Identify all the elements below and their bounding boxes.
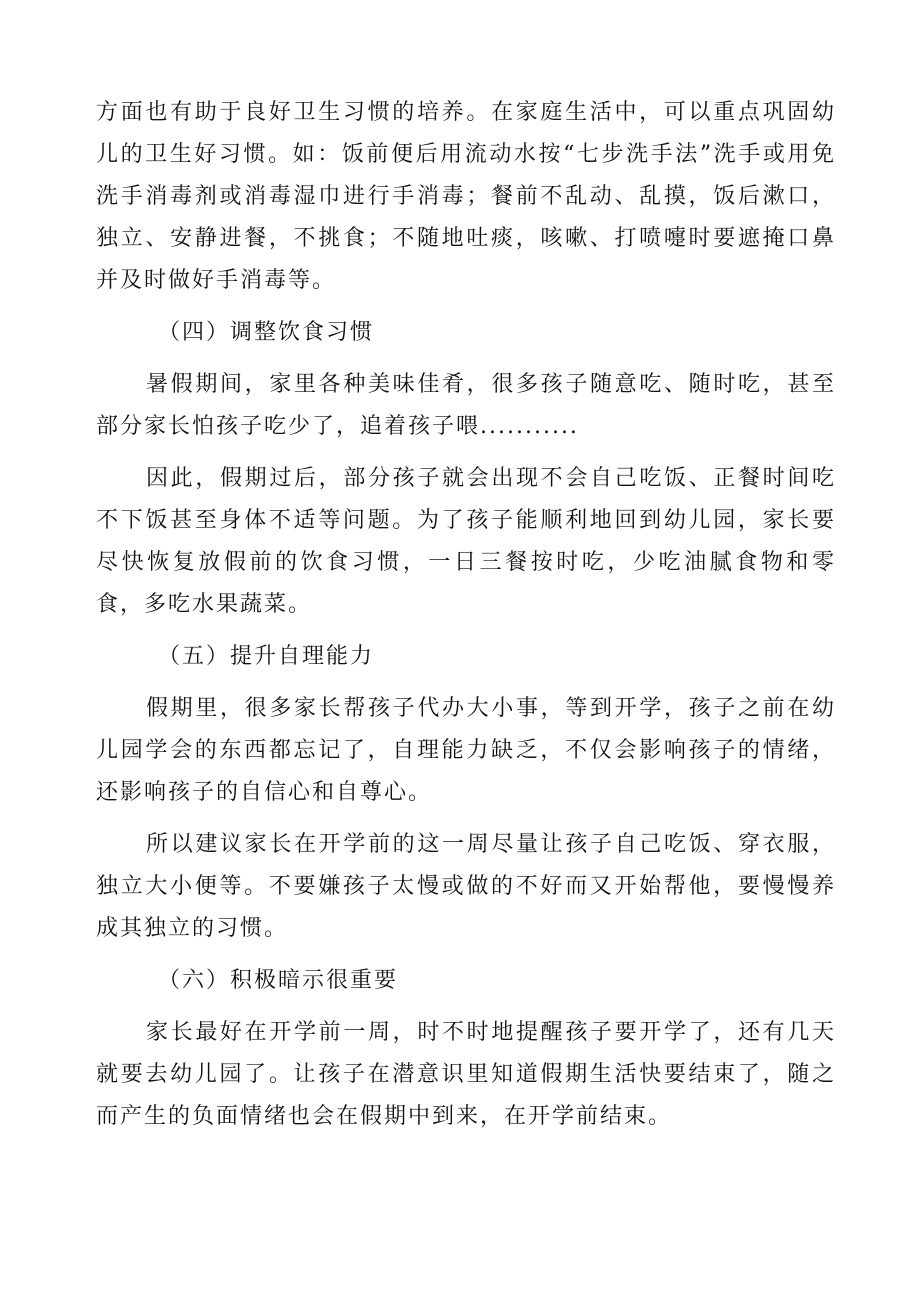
section-heading-self-care: （五）提升自理能力 xyxy=(158,644,375,669)
paragraph-hygiene-habits: 方面也有助于良好卫生习惯的培养。在家庭生活中，可以重点巩固幼儿的卫生好习惯。如：饭前便后用流动水按“七步洗手法”洗手或用免洗手消毒剂或消毒湿巾进行手消毒；餐前不乱动、乱摸，饭后漱口，独立、安静进餐，不挑食；不随地吐痰，咳嗽、打喷嚏时要遮掩口鼻并及时做好手消毒等。 xyxy=(96,100,836,293)
paragraph-self-care-lost: 假期里，很多家长帮孩子代办大小事，等到开学，孩子之前在幼儿园学会的东西都忘记了，自理能力缺乏，不仅会影响孩子的情绪，还影响孩子的自信心和自尊心。 xyxy=(96,696,836,805)
paragraph-restore-diet: 因此，假期过后，部分孩子就会出现不会自己吃饭、正餐时间吃不下饭甚至身体不适等问题。为了孩子能顺利地回到幼儿园，家长要尽快恢复放假前的饮食习惯，一日三餐按时吃，少吃油腻食物和零食，多吃水果蔬菜。 xyxy=(96,466,836,617)
document-body xyxy=(96,92,836,1138)
paragraph-positive-hints: 家长最好在开学前一周，时不时地提醒孩子要开学了，还有几天就要去幼儿园了。让孩子在潜意识里知道假期生活快要结束了，随之而产生的负面情绪也会在假期中到来，在开学前结束。 xyxy=(96,1020,836,1129)
section-heading-diet: （四）调整饮食习惯 xyxy=(158,320,375,345)
section-heading-positive-hints: （六）积极暗示很重要 xyxy=(158,968,399,993)
paragraph-self-care-advice: 所以建议家长在开学前的这一周尽量让孩子自己吃饭、穿衣服，独立大小便等。不要嫌孩子太慢或做的不好而又开始帮他，要慢慢养成其独立的习惯。 xyxy=(96,832,836,941)
paragraph-summer-eating: 暑假期间，家里各种美味佳肴，很多孩子随意吃、随时吃，甚至部分家长怕孩子吃少了，追着孩子喂........... xyxy=(96,372,836,439)
